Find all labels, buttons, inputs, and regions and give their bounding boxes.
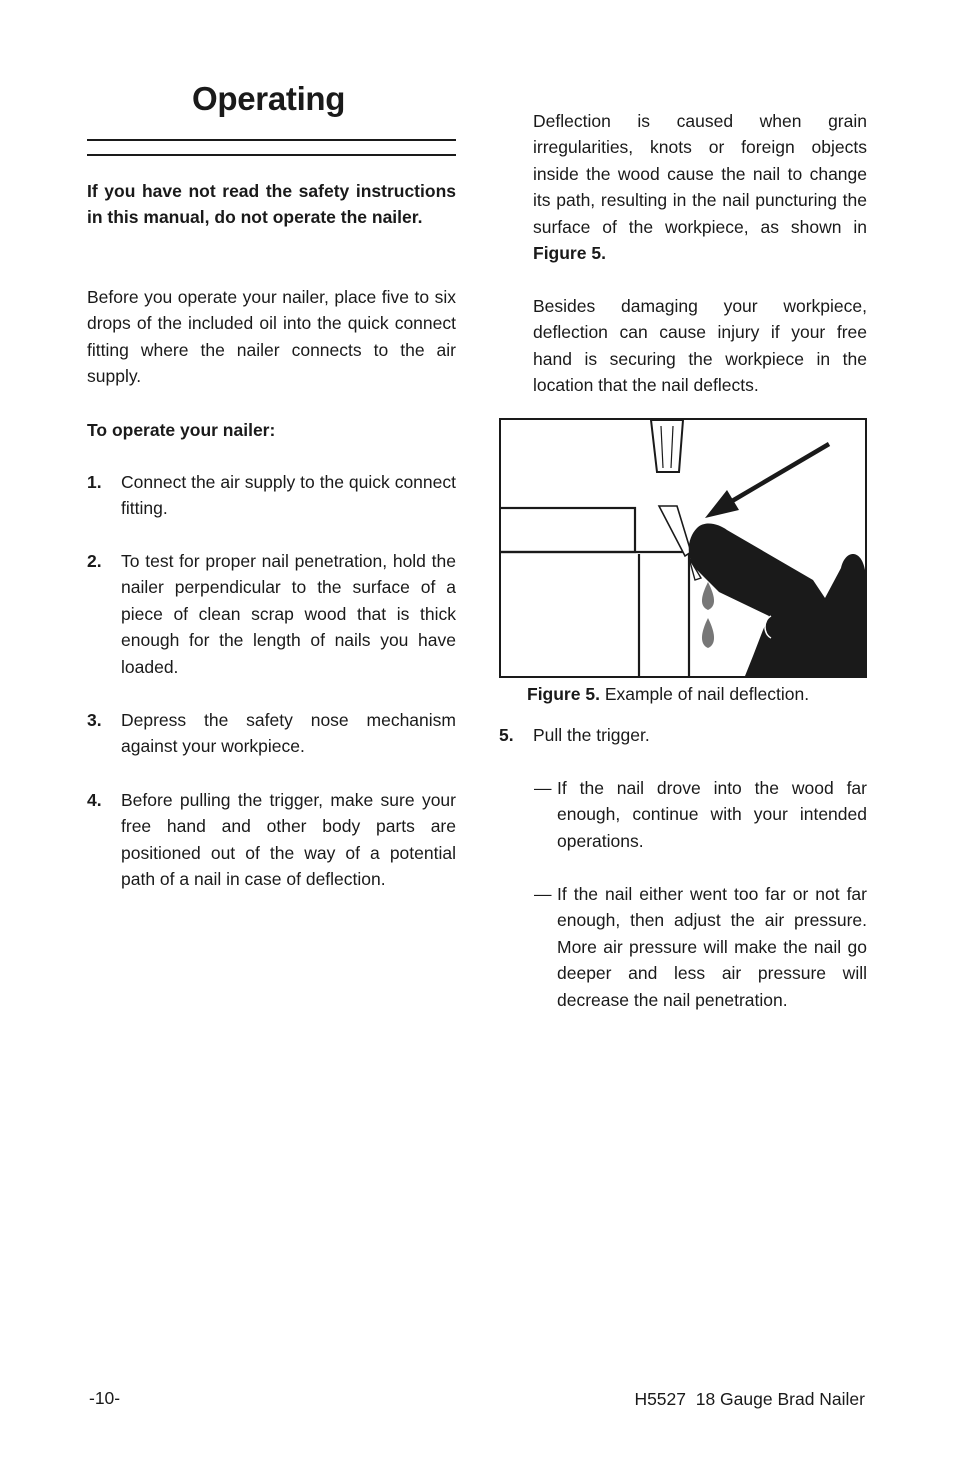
step-number: 1. <box>87 472 102 492</box>
deflected-nail-icon <box>659 506 691 556</box>
sub-item-text: If the nail drove into the wood far enough, continue with your intended operations. <box>557 778 867 851</box>
steps-heading: To operate your nailer: <box>87 420 276 440</box>
step-number: 4. <box>87 790 102 810</box>
step-number: 2. <box>87 551 102 571</box>
nail-deflection-illustration <box>501 420 865 676</box>
step-text: Depress the safety nose mechanism against your workpiece. <box>121 710 456 757</box>
oil-instructions: Before you operate your nailer, place five to six drops of the included oil into the quick connect fitting where the nailer connects to the air supply. <box>87 287 456 387</box>
figure-caption-text: Example of nail deflection. <box>604 684 810 704</box>
blood-drop-icon <box>702 618 714 648</box>
title-rule-top <box>87 139 456 141</box>
step-number: 3. <box>87 710 102 730</box>
blood-drop-icon <box>702 582 714 610</box>
deflection-text: Deflection is caused when grain irregularities, knots or foreign objects inside the wood cause the nail to change its path, resulting in the nail puncturing the surface of the workpiece, as shown in <box>533 111 867 237</box>
page-number: -10- <box>89 1388 121 1408</box>
figure-caption-label: Figure 5. <box>527 684 600 704</box>
page-title: Operating <box>192 80 346 117</box>
figure-reference: Figure 5. <box>533 243 606 264</box>
dash-bullet: — <box>534 778 552 798</box>
sub-item-text: If the nail either went too far or not far enough, then adjust the air pressure. More air pressure will make the nail go deeper and less air pressure will decrease the nail penetration. <box>557 884 867 1010</box>
step-text: Pull the trigger. <box>533 725 650 745</box>
model-name: H5527 18 Gauge Brad Nailer <box>634 1389 865 1409</box>
safety-warning: If you have not read the safety instructions in this manual, do not operate the nailer. <box>87 181 456 228</box>
figure-caption <box>527 683 867 705</box>
step-number: 5. <box>499 725 514 745</box>
top-board <box>501 508 635 552</box>
dash-bullet: — <box>534 884 552 904</box>
step-text: Before pulling the trigger, make sure your free hand and other body parts are positioned out of the way of a potential path of a nail in case of deflection. <box>121 790 456 890</box>
step-text: Connect the air supply to the quick connect fitting. <box>121 472 456 519</box>
step-text: To test for proper nail penetration, hold the nailer perpendicular to the surface of a piece of clean scrap wood that is thick enough for the length of nails you have loaded. <box>121 551 456 677</box>
hand-icon <box>689 524 865 676</box>
nail-deflection-figure <box>499 418 867 678</box>
arrow-icon <box>727 444 829 504</box>
title-rule-bottom <box>87 154 456 156</box>
deflection-paragraph <box>533 108 867 266</box>
nailer-nose-icon <box>651 420 683 472</box>
injury-paragraph: Besides damaging your workpiece, deflection can cause injury if your free hand is securing the workpiece in the location that the nail deflects. <box>533 296 867 396</box>
